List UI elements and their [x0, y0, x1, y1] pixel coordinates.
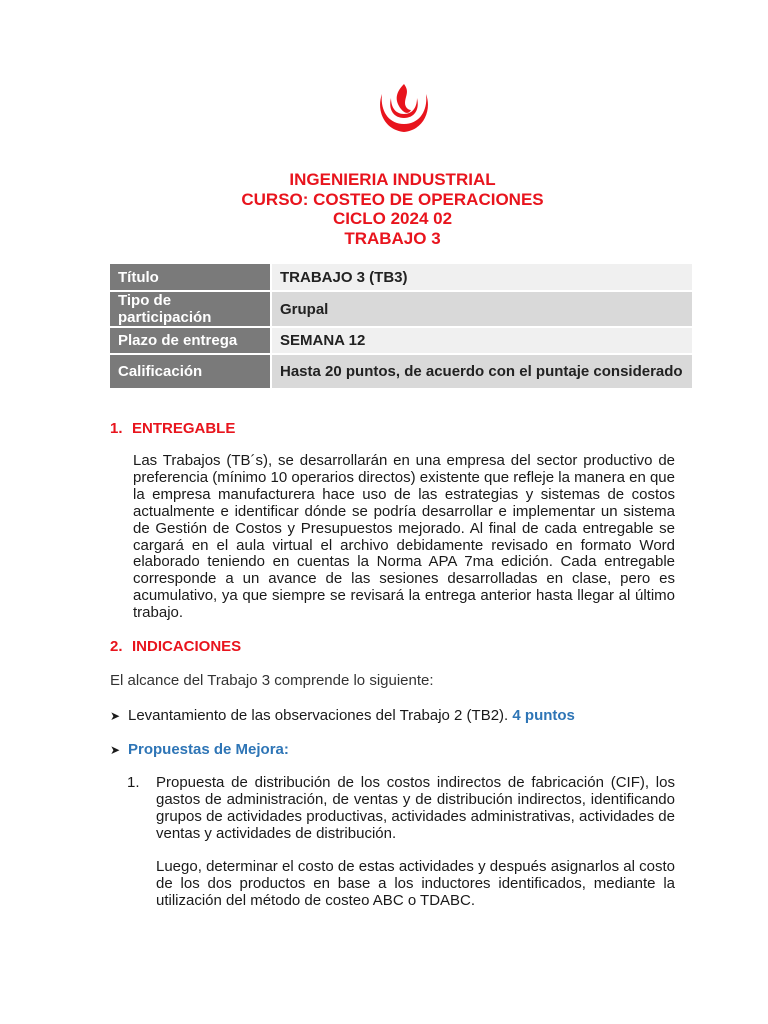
- section-heading-entregable: [110, 420, 235, 437]
- section-title: ENTREGABLE: [132, 420, 236, 437]
- row-value-grading: Hasta 20 puntos, de acuerdo con el puntaje considerado: [271, 354, 692, 389]
- scope-text: El alcance del Trabajo 3 comprende lo siguiente:: [110, 672, 434, 689]
- row-label-deadline: Plazo de entrega: [110, 327, 271, 354]
- list-item-text: Propuesta de distribución de los costos indirectos de fabricación (CIF), los gastos de administración, de ventas y de distribución indirectos, identificando grupos de actividades productivas, actividades administrativas, actividades de ventas y actividades de distribución.: [156, 774, 675, 842]
- document-header: [0, 170, 768, 248]
- section-number: 1.: [110, 420, 123, 437]
- arrowhead-bullet-icon: ➤: [110, 743, 121, 757]
- table-row: [110, 264, 692, 291]
- row-value-participation: Grupal: [271, 291, 692, 327]
- section-title: INDICACIONES: [132, 638, 242, 655]
- row-label-participation: Tipo de participación: [110, 291, 271, 327]
- table-row: [110, 327, 692, 354]
- row-value-title: TRABAJO 3 (TB3): [271, 264, 692, 291]
- row-value-deadline: SEMANA 12: [271, 327, 692, 354]
- list-item: [110, 707, 575, 724]
- list-number: 1.: [127, 774, 140, 791]
- row-label-grading: Calificación: [110, 354, 271, 389]
- bullet-text: Levantamiento de las observaciones del Trabajo 2 (TB2).: [128, 707, 509, 724]
- section-number: 2.: [110, 638, 123, 655]
- header-course: CURSO: COSTEO DE OPERACIONES: [241, 189, 544, 209]
- table-row: [110, 354, 692, 389]
- followup-paragraph: Luego, determinar el costo de estas actividades y después asignarlos al costo de los dos productos en base a los inductores identificados, mediante la utilización del método de costeo ABC o TDABC.: [156, 858, 675, 909]
- points-badge: 4 puntos: [512, 707, 575, 724]
- section-heading-indicaciones: [110, 638, 241, 655]
- upc-flame-logo-icon: [374, 80, 434, 136]
- entregable-paragraph: Las Trabajos (TB´s), se desarrollarán en una empresa del sector productivo de preferencia (mínimo 10 operarios directos) existente que refleje la manera en que la empresa manufacturera hace uso de las estrategias y sistemas de costos actualmente e identificar dónde se podría desarrollar e implementar un sistema de Gestión de Costos y Presupuestos mejorado. Al final de cada entregable se cargará en el aula virtual el archivo debidamente revisado en formato Word elaborado teniendo en cuentas la Norma APA 7ma edición. Cada entregable corresponde a un avance de las sesiones desarrolladas en clase, pero es acumulativo, ya que siempre se revisará la entrega anterior hasta llegar al último trabajo.: [133, 452, 675, 622]
- row-label-title: Título: [110, 264, 271, 291]
- header-assignment: TRABAJO 3: [344, 228, 441, 248]
- header-program: INGENIERIA INDUSTRIAL: [289, 170, 496, 189]
- assignment-info-table: [110, 264, 692, 390]
- list-item: [110, 741, 289, 758]
- table-row: [110, 291, 692, 327]
- header-cycle: CICLO 2024 02: [332, 209, 453, 228]
- arrowhead-bullet-icon: ➤: [110, 709, 121, 723]
- bullet-heading: Propuestas de Mejora:: [128, 741, 289, 758]
